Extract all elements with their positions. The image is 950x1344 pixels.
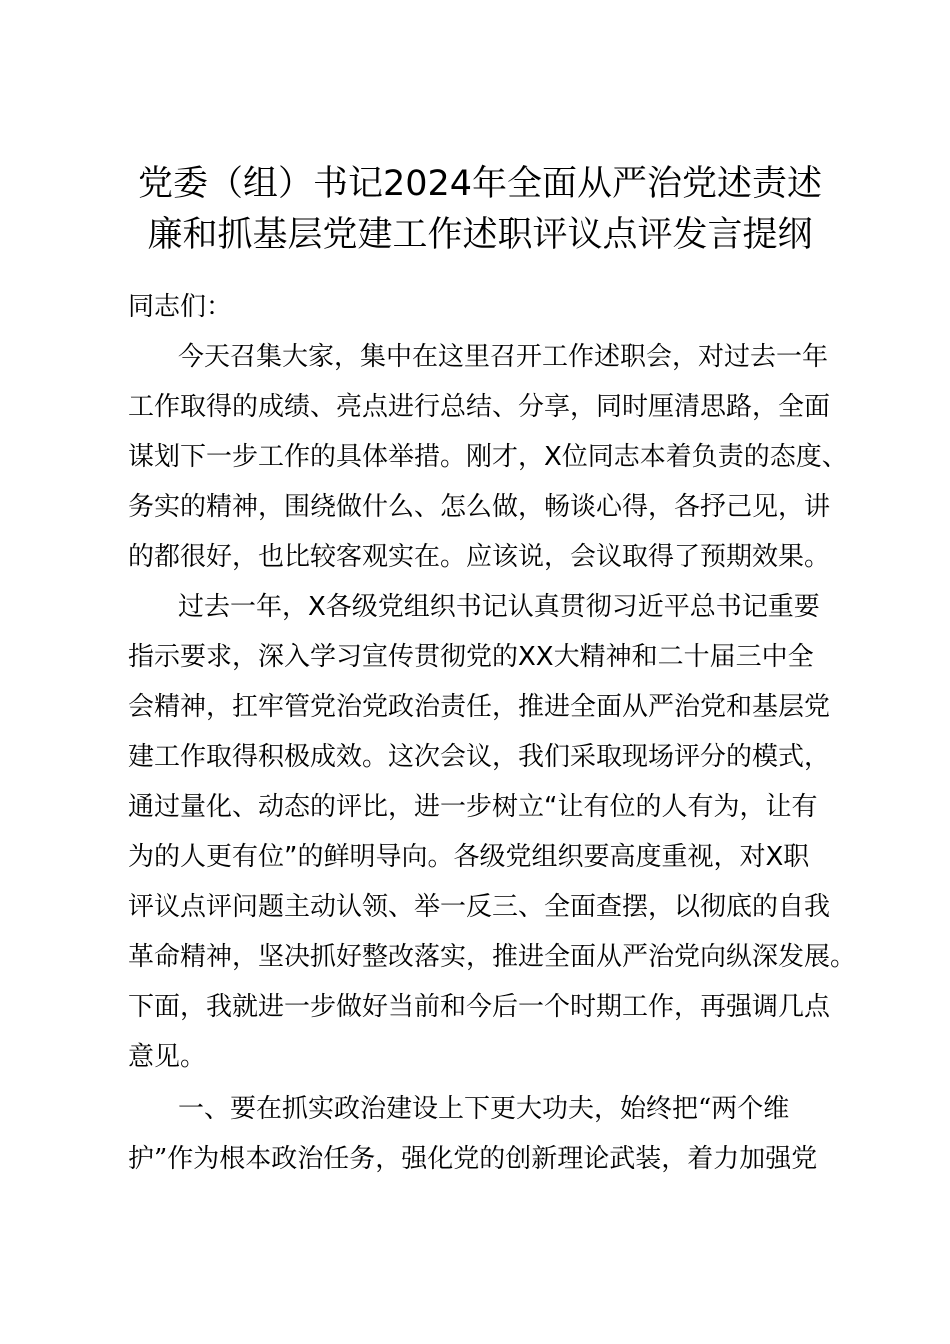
- paragraph-2-line-9: 下面，我就进一步做好当前和今后一个时期工作，再强调几点: [128, 992, 831, 1022]
- paragraph-2-line-2: 指示要求，深入学习宣传贯彻党的XX大精神和二十届三中全: [128, 642, 814, 672]
- document-title-line-2: 廉和抓基层党建工作述职评议点评发言提纲: [147, 215, 813, 255]
- greeting: 同志们：: [128, 292, 233, 322]
- paragraph-1-line-4: 务实的精神，围绕做什么、怎么做，畅谈心得，各抒己见，讲: [128, 492, 831, 522]
- section-1-heading-line-2: 护”作为根本政治任务，强化党的创新理论武装，着力加强党: [128, 1144, 818, 1174]
- paragraph-2-line-3: 会精神，扛牢管党治党政治责任，推进全面从严治党和基层党: [128, 692, 831, 722]
- paragraph-1-line-2: 工作取得的成绩、亮点进行总结、分享，同时厘清思路，全面: [128, 392, 831, 422]
- paragraph-2-line-7: 评议点评问题主动认领、举一反三、全面查摆，以彻底的自我: [128, 892, 831, 922]
- paragraph-2-line-8: 革命精神，坚决抓好整改落实，推进全面从严治党向纵深发展。: [128, 942, 857, 972]
- section-1-heading-line-1: 一、要在抓实政治建设上下更大功夫，始终把“两个维: [178, 1094, 790, 1124]
- document-title-line-1: 党委（组）书记2024年全面从严治党述责述: [137, 164, 823, 204]
- paragraph-1-line-3: 谋划下一步工作的具体举措。刚才，X位同志本着负责的态度、: [128, 442, 848, 472]
- paragraph-1-line-1: 今天召集大家，集中在这里召开工作述职会，对过去一年: [178, 342, 829, 372]
- paragraph-2-line-6: 为的人更有位”的鲜明导向。各级党组织要高度重视，对X职: [128, 842, 810, 872]
- paragraph-2-line-4: 建工作取得积极成效。这次会议，我们采取现场评分的模式，: [128, 742, 831, 772]
- paragraph-1-line-5: 的都很好，也比较客观实在。应该说，会议取得了预期效果。: [128, 542, 831, 572]
- paragraph-2-line-5: 通过量化、动态的评比，进一步树立“让有位的人有为，让有: [128, 792, 818, 822]
- paragraph-2-line-1: 过去一年，X各级党组织书记认真贯彻习近平总书记重要: [178, 592, 820, 622]
- paragraph-2-line-10: 意见。: [128, 1042, 207, 1072]
